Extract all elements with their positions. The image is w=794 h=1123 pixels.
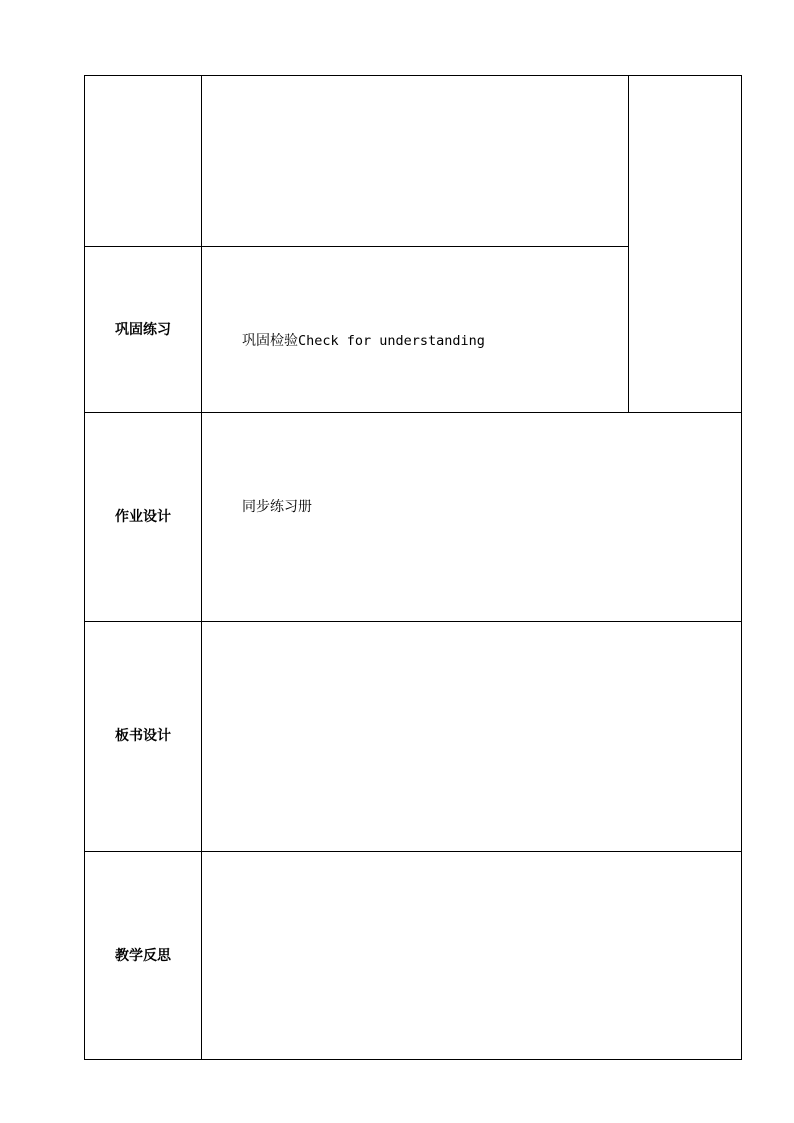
row-label-consolidation: 巩固练习 xyxy=(115,322,171,338)
consolidation-chinese-text: 巩固检验 xyxy=(242,333,298,349)
row-label-homework: 作业设计 xyxy=(115,509,171,525)
row-content-consolidation xyxy=(242,331,485,351)
table-border-right xyxy=(741,75,742,1060)
row-label-blackboard: 板书设计 xyxy=(115,728,171,744)
row-content-homework: 同步练习册 xyxy=(242,499,312,515)
consolidation-english-text: Check for understanding xyxy=(298,333,485,349)
row-divider-3 xyxy=(84,621,742,622)
table-border-bottom xyxy=(84,1059,742,1060)
label-column-divider xyxy=(201,75,202,1060)
row-divider-4 xyxy=(84,851,742,852)
table-border-top xyxy=(84,75,742,76)
table-border-left xyxy=(84,75,85,1060)
notes-column-divider xyxy=(628,75,629,413)
row-divider-2 xyxy=(84,412,742,413)
row-label-reflection: 教学反思 xyxy=(115,948,171,964)
row-divider-1 xyxy=(84,246,629,247)
